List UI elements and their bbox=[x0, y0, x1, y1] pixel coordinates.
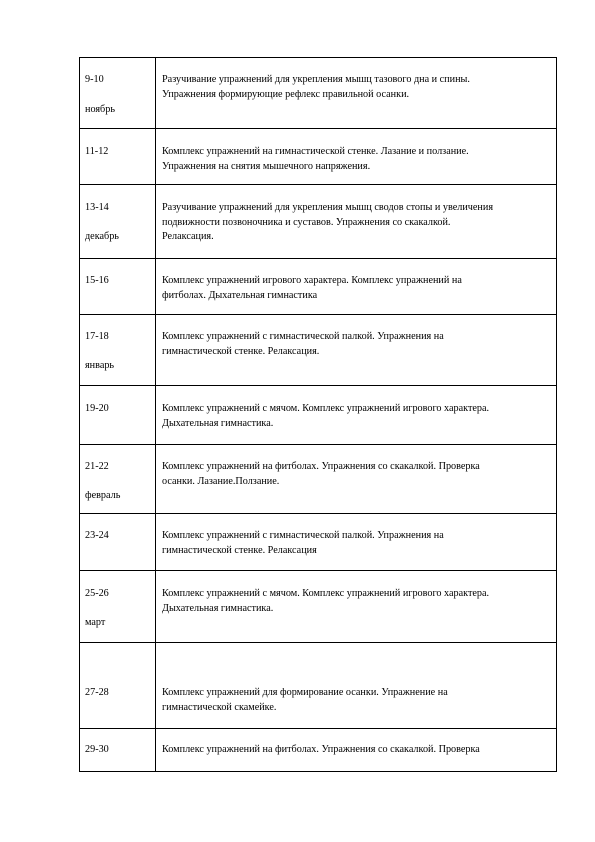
table-row bbox=[80, 58, 557, 129]
lesson-content: Разучивание упражнений для укрепления мышц сводов стопы и увеличения подвижности позвоночника и суставов. Упражнения со скакалкой. Релаксация. bbox=[162, 202, 494, 242]
lesson-content: Комплекс упражнений игрового характера. Комплекс упражнений на фитболах. Дыхательная гимнастика bbox=[162, 275, 462, 301]
lesson-plan-table bbox=[79, 57, 557, 772]
session-cell bbox=[80, 315, 156, 386]
table-row bbox=[80, 129, 557, 185]
session-cell bbox=[80, 729, 156, 772]
content-cell bbox=[156, 129, 557, 185]
session-cell bbox=[80, 643, 156, 729]
session-cell bbox=[80, 259, 156, 315]
content-cell bbox=[156, 58, 557, 129]
session-cell bbox=[80, 386, 156, 445]
lesson-content: Комплекс упражнений для формирование осанки. Упражнение на гимнастической скамейке. bbox=[162, 687, 448, 713]
session-number: 17-18 bbox=[85, 331, 109, 342]
table-row bbox=[80, 315, 557, 386]
session-number: 15-16 bbox=[85, 275, 109, 286]
lesson-content: Комплекс упражнений на гимнастической стенке. Лазание и ползание. Упражнения на снятия мышечного напряжения. bbox=[162, 146, 469, 172]
content-cell bbox=[156, 514, 557, 571]
content-cell bbox=[156, 445, 557, 514]
table-row bbox=[80, 514, 557, 571]
table-row bbox=[80, 643, 557, 729]
table-row bbox=[80, 729, 557, 772]
month-label: ноябрь bbox=[85, 103, 115, 115]
session-cell bbox=[80, 514, 156, 571]
lesson-content: Комплекс упражнений с мячом. Комплекс упражнений игрового характера. Дыхательная гимнастика. bbox=[162, 403, 490, 429]
session-number: 21-22 bbox=[85, 461, 109, 472]
content-cell bbox=[156, 729, 557, 772]
month-label: январь bbox=[85, 359, 115, 371]
month-label: февраль bbox=[85, 489, 121, 501]
month-label: март bbox=[85, 616, 106, 628]
session-cell bbox=[80, 129, 156, 185]
content-cell bbox=[156, 315, 557, 386]
session-cell bbox=[80, 58, 156, 129]
lesson-content: Комплекс упражнений на фитболах. Упражнения со скакалкой. Проверка bbox=[162, 744, 480, 755]
table-row bbox=[80, 259, 557, 315]
session-number: 27-28 bbox=[85, 687, 109, 698]
session-number: 29-30 bbox=[85, 744, 109, 755]
content-cell bbox=[156, 386, 557, 445]
session-number: 9-10 bbox=[85, 74, 104, 85]
table-row bbox=[80, 185, 557, 259]
session-cell bbox=[80, 571, 156, 643]
table-row bbox=[80, 571, 557, 643]
lesson-content: Комплекс упражнений с гимнастической палкой. Упражнения на гимнастической стенке. Релаксация. bbox=[162, 331, 444, 357]
session-number: 25-26 bbox=[85, 588, 109, 599]
session-number: 23-24 bbox=[85, 530, 109, 541]
lesson-content: Комплекс упражнений с гимнастической палкой. Упражнения на гимнастической стенке. Релаксация bbox=[162, 530, 444, 556]
session-number: 19-20 bbox=[85, 403, 109, 414]
session-number: 13-14 bbox=[85, 202, 109, 213]
table-row bbox=[80, 386, 557, 445]
lesson-content: Разучивание упражнений для укрепления мышц тазового дна и спины. Упражнения формирующие рефлекс правильной осанки. bbox=[162, 74, 470, 100]
content-cell bbox=[156, 571, 557, 643]
month-label: декабрь bbox=[85, 230, 119, 242]
lesson-content: Комплекс упражнений с мячом. Комплекс упражнений игрового характера. Дыхательная гимнастика. bbox=[162, 588, 490, 614]
content-cell bbox=[156, 259, 557, 315]
session-cell bbox=[80, 445, 156, 514]
content-cell bbox=[156, 643, 557, 729]
content-cell bbox=[156, 185, 557, 259]
session-number: 11-12 bbox=[85, 146, 109, 157]
table-row bbox=[80, 445, 557, 514]
lesson-content: Комплекс упражнений на фитболах. Упражнения со скакалкой. Проверка осанки. Лазание.Ползание. bbox=[162, 461, 480, 487]
session-cell bbox=[80, 185, 156, 259]
